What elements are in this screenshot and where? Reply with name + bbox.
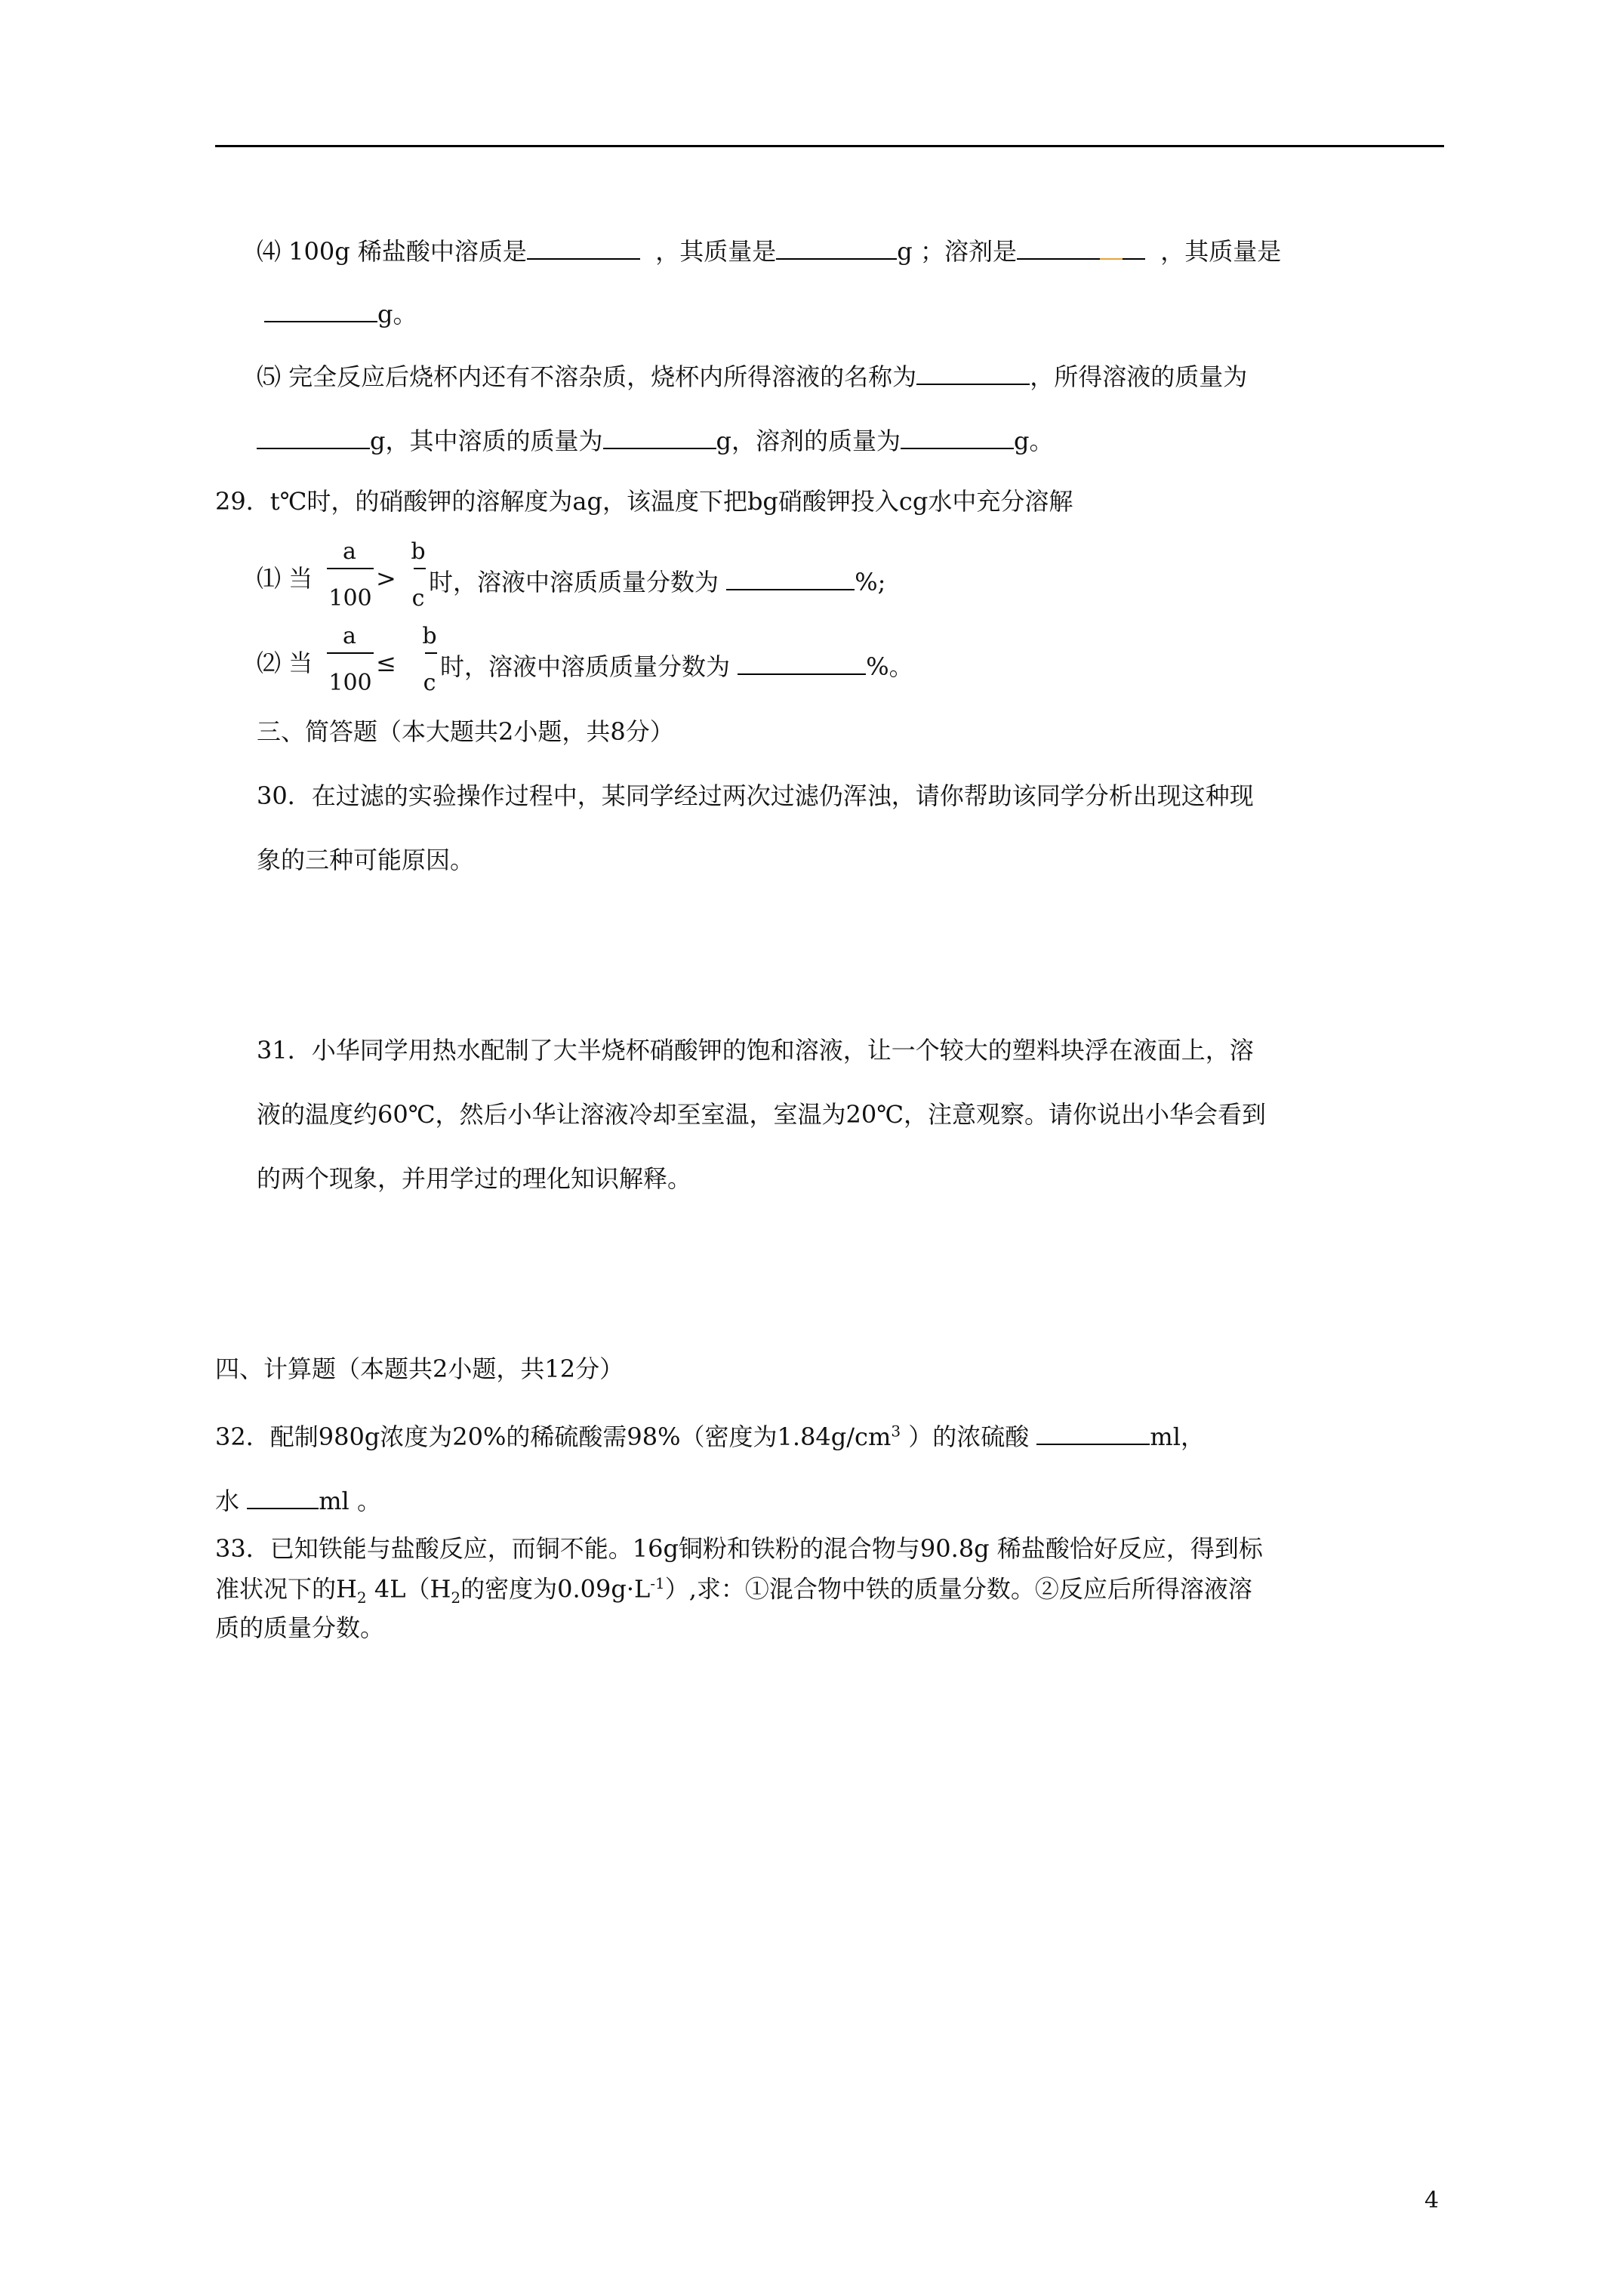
q33-line1: 33．已知铁能与盐酸反应，而铜不能。16g铜粉和铁粉的混合物与90.8g 稀盐酸恰好反应，得到标 xyxy=(215,1534,1263,1563)
q31-line2: 液的温度约60℃，然后小华让溶液冷却至室温，室温为20℃，注意观察。请你说出小华会看到 xyxy=(257,1100,1267,1129)
q29-part1-prefix: ⑴ 当 xyxy=(257,564,313,593)
fraction-denominator: 100 xyxy=(328,585,372,612)
section3-title: 三、简答题（本大题共2小题，共8分） xyxy=(257,717,674,746)
fraction-bar xyxy=(414,568,426,569)
blank[interactable] xyxy=(726,566,855,590)
q28-part5-line1: ⑸ 完全反应后烧杯内还有不溶杂质，烧杯内所得溶液的名称为 ，所得溶液的质量为 xyxy=(257,362,1248,391)
blank[interactable] xyxy=(1036,1421,1150,1445)
blank[interactable] xyxy=(1017,236,1100,260)
q32-line1: 32．配制980g浓度为20%的稀硫酸需98%（密度为$1.84g/cm^3$ ）的浓硫酸 ml， xyxy=(215,1422,1206,1451)
blank[interactable] xyxy=(257,425,370,449)
q33-line2: 准状况下的$H_2$ $4L(H_2$的密度为$0.09g\cdot L^{-1}$）,求：①混合物中铁的质量分数。②反应后所得溶液溶 xyxy=(215,1574,1252,1607)
fraction-denominator: c xyxy=(411,585,425,612)
fraction-denominator: c xyxy=(423,670,436,696)
blank[interactable] xyxy=(916,361,1030,385)
comparison-operator: ≤ xyxy=(376,649,396,677)
blank[interactable] xyxy=(264,298,377,322)
q32-line2: 水 ml 。 xyxy=(215,1487,381,1515)
blank[interactable] xyxy=(1123,236,1145,260)
fraction-bar xyxy=(425,652,437,654)
fraction-numerator: a xyxy=(343,623,356,649)
header-rule xyxy=(215,145,1444,147)
q28-part5-line2: g，其中溶质的质量为 g，溶剂的质量为 g。 xyxy=(257,425,1054,453)
section4-title: 四、计算题（本题共2小题，共12分） xyxy=(215,1354,624,1383)
q29-part2-prefix: ⑵ 当 xyxy=(257,649,313,677)
q31-line1: 31．小华同学用热水配制了大半烧杯硝酸钾的饱和溶液，让一个较大的塑料块浮在液面上，溶 xyxy=(257,1036,1254,1065)
blank[interactable] xyxy=(776,236,897,260)
fraction-bar xyxy=(327,568,374,569)
q29-part1-text: 时，溶液中溶质质量分数为 %; xyxy=(429,568,886,596)
q30-line1: 30．在过滤的实验操作过程中，某同学经过两次过滤仍浑浊，请你帮助该同学分析出现这种现 xyxy=(257,781,1254,810)
q30-line2: 象的三种可能原因。 xyxy=(257,846,475,874)
blank[interactable] xyxy=(901,425,1014,449)
fraction-numerator: b xyxy=(411,538,426,565)
q31-line3: 的两个现象，并用学过的理化知识解释。 xyxy=(257,1164,692,1193)
fraction-bar xyxy=(327,652,374,654)
comparison-operator: > xyxy=(376,564,396,593)
page-number: 4 xyxy=(1424,2187,1440,2214)
blank[interactable] xyxy=(603,425,716,449)
q28-part4-line1: ⑷ 100g 稀盐酸中溶质是 ，其质量是 g ；溶剂是 ，其质量是 xyxy=(257,237,1282,266)
fraction-denominator: 100 xyxy=(328,670,372,696)
blank[interactable] xyxy=(527,236,640,260)
q29-part2-text: 时，溶液中溶质质量分数为 %。 xyxy=(440,652,913,681)
blank[interactable] xyxy=(738,651,866,675)
fraction-numerator: a xyxy=(343,538,356,565)
fraction-numerator: b xyxy=(422,623,437,649)
q29-stem: 29．t℃时，的硝酸钾的溶解度为ag，该温度下把bg硝酸钾投入cg水中充分溶解 xyxy=(215,487,1073,516)
blank[interactable] xyxy=(1100,236,1123,260)
blank[interactable] xyxy=(247,1485,319,1509)
q33-line3: 质的质量分数。 xyxy=(215,1613,385,1642)
q28-part4-line2: g。 xyxy=(264,298,417,326)
